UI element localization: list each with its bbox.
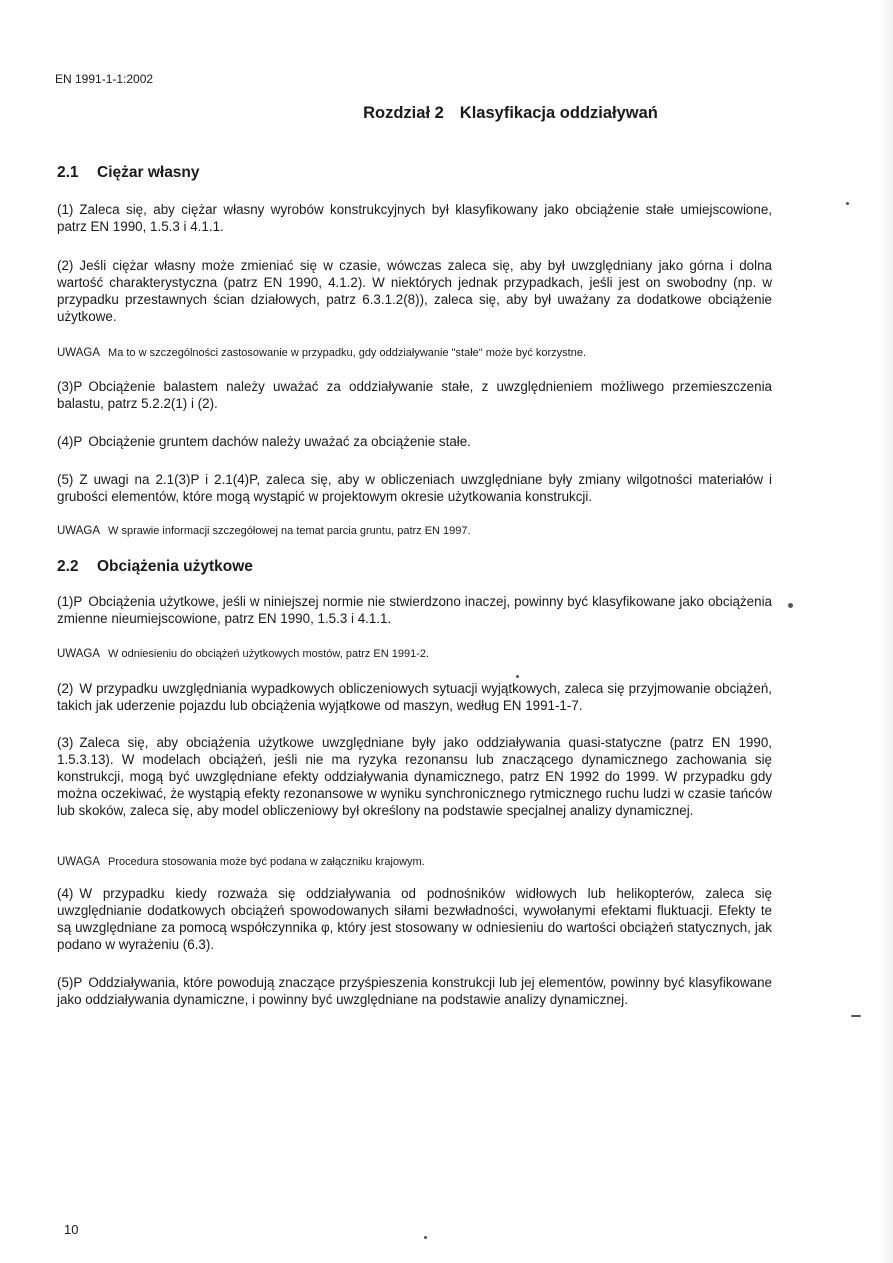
paragraph-2-1-1: [57, 201, 772, 235]
note-2-2-b: [57, 855, 772, 869]
section-title: Obciążenia użytkowe: [97, 558, 253, 575]
scan-edge-shadow: [879, 0, 893, 1263]
chapter-name: Klasyfikacja oddziaływań: [459, 104, 658, 122]
paragraph-label: (5)P: [57, 975, 83, 990]
document-header-code: EN 1991-1-1:2002: [55, 72, 154, 86]
paragraph-label: (1): [57, 202, 74, 217]
note-text: W odniesieniu do obciążeń użytkowych mostów, patrz EN 1991-2.: [108, 648, 430, 660]
section-title: Ciężar własny: [97, 164, 200, 181]
paragraph-text: W przypadku uwzględniania wypadkowych obliczeniowych sytuacji wyjątkowych, zaleca się przyjmowanie obciążeń, takich jak uderzenie pojazdu lub obciążenia wyjątkowe od maszyn, według EN 1991-1-7.: [57, 681, 772, 713]
scan-speck: [851, 1015, 861, 1017]
scan-speck: [788, 603, 793, 608]
paragraph-text: Obciążenia użytkowe, jeśli w niniejszej normie nie stwierdzono inaczej, powinny być klasyfikowane jako obciążenia zmienne nieumiejscowione, patrz EN 1990, 1.5.3 i 4.1.1.: [57, 594, 772, 626]
note-text: Procedura stosowania może być podana w załączniku krajowym.: [108, 856, 425, 868]
section-number: 2.2: [57, 558, 79, 575]
scan-speck: [516, 675, 519, 678]
paragraph-label: (4)P: [57, 434, 83, 449]
paragraph-text: Zaleca się, aby obciążenia użytkowe uwzględniane były jako oddziaływania quasi-statyczne (patrz EN 1990, 1.5.3.13). W modelach obciążeń, jeśli nie ma ryzyka rezonansu lub znaczącego dynamicznego zachowania się konstrukcji, mogą być uwzględniane efekty oddziaływania dynamicznego, patrz EN 1992 do 1999. W przypadku gdy można oczekiwać, że wystąpią efekty rezonansowe w wyniku synchronicznego rytmicznego ruchu ludzi w czasie tańców lub skoków, zaleca się, aby model obliczeniowy był określony na podstawie specjalnej analizy dynamicznej.: [57, 735, 772, 818]
paragraph-label: (3): [57, 735, 74, 750]
paragraph-text: Obciążenie gruntem dachów należy uważać za obciążenie stałe.: [88, 434, 471, 449]
paragraph-2-2-2: [57, 680, 772, 714]
paragraph-label: (2): [57, 258, 74, 273]
paragraph-2-2-1P: [57, 593, 772, 627]
scan-speck: [846, 202, 849, 205]
paragraph-text: Obciążenie balastem należy uważać za oddziaływanie stałe, z uwzględnieniem możliwego przemieszczenia balastu, patrz 5.2.2(1) i (2).: [57, 379, 772, 411]
note-label: UWAGA: [57, 648, 101, 660]
paragraph-2-1-5: [57, 471, 772, 505]
paragraph-text: Zaleca się, aby ciężar własny wyrobów konstrukcyjnych był klasyfikowany jako obciążenie stałe umiejscowione, patrz EN 1990, 1.5.3 i 4.1.1.: [57, 202, 772, 234]
paragraph-label: (4): [57, 886, 74, 901]
chapter-title: [0, 104, 893, 123]
paragraph-text: Oddziaływania, które powodują znaczące przyśpieszenia konstrukcji lub jej elementów, powinny być klasyfikowane jako oddziaływania dynamiczne, i powinny być uwzględniane na podstawie analizy dynamicznej.: [57, 975, 772, 1007]
section-number: 2.1: [57, 164, 79, 181]
paragraph-2-1-4P: [57, 433, 772, 450]
paragraph-label: (2): [57, 681, 74, 696]
note-label: UWAGA: [57, 525, 101, 537]
chapter-number: Rozdział 2: [363, 104, 444, 122]
paragraph-2-1-3P: [57, 378, 772, 412]
note-2-2-a: [57, 647, 772, 661]
note-2-1-b: [57, 524, 772, 538]
note-text: Ma to w szczególności zastosowanie w przypadku, gdy oddziaływanie "stałe" może być korzystne.: [108, 347, 587, 359]
note-2-1-a: [57, 346, 772, 360]
paragraph-2-2-4: [57, 885, 772, 953]
paragraph-label: (3)P: [57, 379, 83, 394]
paragraph-text: W przypadku kiedy rozważa się oddziaływania od podnośników widłowych lub helikopterów, zaleca się uwzględnianie dodatkowych obciążeń spowodowanych siłami bezwładności, wywołanymi efektami fluktuacji. Efekty te są uwzględniane za pomocą współczynnika φ, który jest stosowany w odniesieniu do wartości obciążeń statycznych, jak podano w wyrażeniu (6.3).: [57, 886, 772, 952]
paragraph-2-2-5P: [57, 974, 772, 1008]
paragraph-text: Z uwagi na 2.1(3)P i 2.1(4)P, zaleca się, aby w obliczeniach uwzględniane były zmiany wilgotności materiałów i grubości elementów, które mogą wystąpić w projektowym okresie użytkowania konstrukcji.: [57, 472, 772, 504]
note-text: W sprawie informacji szczegółowej na temat parcia gruntu, patrz EN 1997.: [108, 525, 471, 537]
paragraph-2-1-2: [57, 257, 772, 325]
paragraph-label: (5): [57, 472, 74, 487]
paragraph-text: Jeśli ciężar własny może zmieniać się w czasie, wówczas zaleca się, aby był uwzględniany jako górna i dolna wartość charakterystyczna (patrz EN 1990, 4.1.2). W niektórych jednak przypadkach, jeśli jest on swobodny (np. w przypadku przestawnych ścian działowych, patrz 6.3.1.2(8)), zaleca się, aby był uważany za dodatkowe obciążenie użytkowe.: [57, 258, 772, 324]
section-heading-2-1: [57, 164, 200, 182]
scan-speck: [424, 1236, 427, 1239]
note-label: UWAGA: [57, 856, 101, 868]
paragraph-label: (1)P: [57, 594, 83, 609]
page-number: 10: [64, 1222, 79, 1237]
section-heading-2-2: [57, 558, 253, 576]
note-label: UWAGA: [57, 347, 101, 359]
paragraph-2-2-3: [57, 734, 772, 819]
